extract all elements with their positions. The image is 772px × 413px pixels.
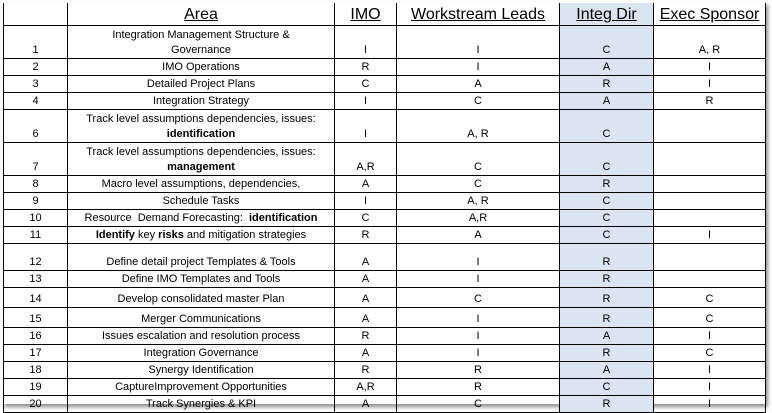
row-area: IMO Operations — [68, 59, 335, 76]
cell-workstream: C — [397, 288, 560, 308]
cell-integ: C — [560, 26, 654, 59]
cell-exec — [654, 143, 766, 176]
row-number: 7 — [4, 143, 68, 176]
row-area — [68, 110, 335, 143]
area-bold: identification — [249, 212, 318, 224]
cell-workstream: I — [397, 59, 560, 76]
cell-integ: C — [560, 227, 654, 244]
area-bold1: Identify — [95, 229, 135, 241]
cell-integ: R — [560, 288, 654, 308]
header-row — [4, 3, 766, 26]
cell-exec: I — [654, 59, 766, 76]
cell-exec — [654, 193, 766, 210]
row-number: 13 — [4, 271, 68, 288]
cell-imo: A — [335, 345, 397, 362]
cell-imo: A — [335, 288, 397, 308]
cell-imo: R — [335, 362, 397, 379]
row-number: 19 — [4, 379, 68, 396]
area-mid1: key — [134, 229, 159, 241]
cell-imo: C — [335, 76, 397, 93]
header-workstream: Workstream Leads — [397, 3, 560, 26]
cell-exec: I — [654, 362, 766, 379]
table-row — [4, 271, 766, 288]
cell-integ: C — [560, 193, 654, 210]
cell-imo: I — [335, 93, 397, 110]
table-row — [4, 210, 766, 227]
cell-workstream: A, R — [397, 110, 560, 143]
cell-integ: R — [560, 271, 654, 288]
row-area: Merger Communications — [68, 308, 335, 328]
cell-integ: R — [560, 308, 654, 328]
cell-exec: C — [654, 308, 766, 328]
table-row — [4, 26, 766, 59]
cell-imo: R — [335, 59, 397, 76]
row-number: 16 — [4, 328, 68, 345]
cell-imo: R — [335, 227, 397, 244]
row-area: CaptureImprovement Opportunities — [68, 379, 335, 396]
row-number: 6 — [4, 110, 68, 143]
row-number: 18 — [4, 362, 68, 379]
cell-imo: A — [335, 308, 397, 328]
cell-imo: A — [335, 176, 397, 193]
row-area: Schedule Tasks — [68, 193, 335, 210]
cell-integ: C — [560, 379, 654, 396]
raci-table — [3, 3, 766, 413]
cell-exec: I — [654, 379, 766, 396]
row-number: 12 — [4, 244, 68, 271]
cell-imo: A,R — [335, 379, 397, 396]
header-imo: IMO — [335, 3, 397, 26]
row-area: Track Synergies & KPI — [68, 396, 335, 413]
row-area: Macro level assumptions, dependencies, — [68, 176, 335, 193]
row-number: 14 — [4, 288, 68, 308]
row-number: 1 — [4, 26, 68, 59]
row-area: Detailed Project Plans — [68, 76, 335, 93]
header-num — [4, 3, 68, 26]
row-number: 10 — [4, 210, 68, 227]
header-integ: Integ Dir — [560, 3, 654, 26]
row-number: 3 — [4, 76, 68, 93]
row-number: 15 — [4, 308, 68, 328]
cell-exec: C — [654, 288, 766, 308]
area-line2: management — [167, 161, 235, 173]
table-row — [4, 193, 766, 210]
cell-integ: R — [560, 176, 654, 193]
cell-workstream: I — [397, 328, 560, 345]
cell-imo: I — [335, 193, 397, 210]
cell-workstream: C — [397, 176, 560, 193]
table-row — [4, 362, 766, 379]
row-area: Define IMO Templates and Tools — [68, 271, 335, 288]
area-line1: Integration Management Structure & — [112, 29, 290, 41]
row-area: Define detail project Templates & Tools — [68, 244, 335, 271]
cell-integ: A — [560, 59, 654, 76]
row-area: Integration Governance — [68, 345, 335, 362]
area-line2: Governance — [171, 44, 231, 56]
row-number: 11 — [4, 227, 68, 244]
cell-workstream: A — [397, 227, 560, 244]
cell-exec — [654, 176, 766, 193]
header-exec: Exec Sponsor — [654, 3, 766, 26]
cell-workstream: I — [397, 271, 560, 288]
row-area — [68, 26, 335, 59]
row-area: Issues escalation and resolution process — [68, 328, 335, 345]
cell-workstream: I — [397, 308, 560, 328]
area-line2: identification — [166, 128, 236, 140]
cell-imo: A — [335, 396, 397, 413]
raci-sheet — [2, 2, 766, 410]
row-area: Synergy Identification — [68, 362, 335, 379]
cell-workstream: A, R — [397, 193, 560, 210]
row-area — [68, 210, 335, 227]
cell-exec — [654, 210, 766, 227]
table-row — [4, 244, 766, 271]
cell-imo: I — [335, 26, 397, 59]
cell-exec: A, R — [654, 26, 766, 59]
table-row — [4, 143, 766, 176]
table-row — [4, 288, 766, 308]
cell-imo: A — [335, 271, 397, 288]
cell-exec: I — [654, 76, 766, 93]
row-area: Integration Strategy — [68, 93, 335, 110]
area-line1: Track level assumptions dependencies, issues: — [86, 113, 316, 125]
cell-exec: I — [654, 227, 766, 244]
table-row — [4, 110, 766, 143]
area-line1: Track level assumptions dependencies, issues: — [86, 146, 316, 158]
cell-imo: C — [335, 210, 397, 227]
cell-workstream: I — [397, 244, 560, 271]
area-bold2: risks — [158, 229, 184, 241]
cell-integ: C — [560, 143, 654, 176]
row-number: 4 — [4, 93, 68, 110]
cell-exec: C — [654, 345, 766, 362]
cell-workstream: C — [397, 143, 560, 176]
cell-workstream: I — [397, 26, 560, 59]
table-row — [4, 59, 766, 76]
table-row — [4, 76, 766, 93]
row-area — [68, 143, 335, 176]
area-pre: Resource Demand Forecasting: — [84, 212, 249, 224]
cell-integ: C — [560, 210, 654, 227]
cell-integ: A — [560, 328, 654, 345]
cell-exec: I — [654, 396, 766, 413]
cell-workstream: R — [397, 379, 560, 396]
row-number: 2 — [4, 59, 68, 76]
table-row — [4, 308, 766, 328]
cell-integ: A — [560, 93, 654, 110]
table-row — [4, 345, 766, 362]
row-number: 20 — [4, 396, 68, 413]
cell-imo: A,R — [335, 143, 397, 176]
area-post: and mitigation strategies — [183, 229, 307, 241]
cell-exec: R — [654, 93, 766, 110]
cell-integ: R — [560, 396, 654, 413]
cell-workstream: R — [397, 362, 560, 379]
cell-workstream: C — [397, 396, 560, 413]
row-area — [68, 227, 335, 244]
row-number: 8 — [4, 176, 68, 193]
cell-integ: R — [560, 244, 654, 271]
cell-imo: I — [335, 110, 397, 143]
table-row — [4, 379, 766, 396]
table-row — [4, 176, 766, 193]
cell-imo: A — [335, 244, 397, 271]
table-row — [4, 93, 766, 110]
cell-workstream: C — [397, 93, 560, 110]
header-area: Area — [68, 3, 335, 26]
cell-exec: I — [654, 328, 766, 345]
cell-integ: R — [560, 76, 654, 93]
cell-integ: R — [560, 345, 654, 362]
cell-workstream: A,R — [397, 210, 560, 227]
row-area: Develop consolidated master Plan — [68, 288, 335, 308]
table-row — [4, 328, 766, 345]
cell-exec — [654, 244, 766, 271]
row-number: 9 — [4, 193, 68, 210]
cell-integ: A — [560, 362, 654, 379]
table-row — [4, 227, 766, 244]
cell-exec — [654, 271, 766, 288]
row-number: 17 — [4, 345, 68, 362]
cell-workstream: A — [397, 76, 560, 93]
cell-imo: R — [335, 328, 397, 345]
cell-exec — [654, 110, 766, 143]
cell-integ: C — [560, 110, 654, 143]
cell-workstream: I — [397, 345, 560, 362]
